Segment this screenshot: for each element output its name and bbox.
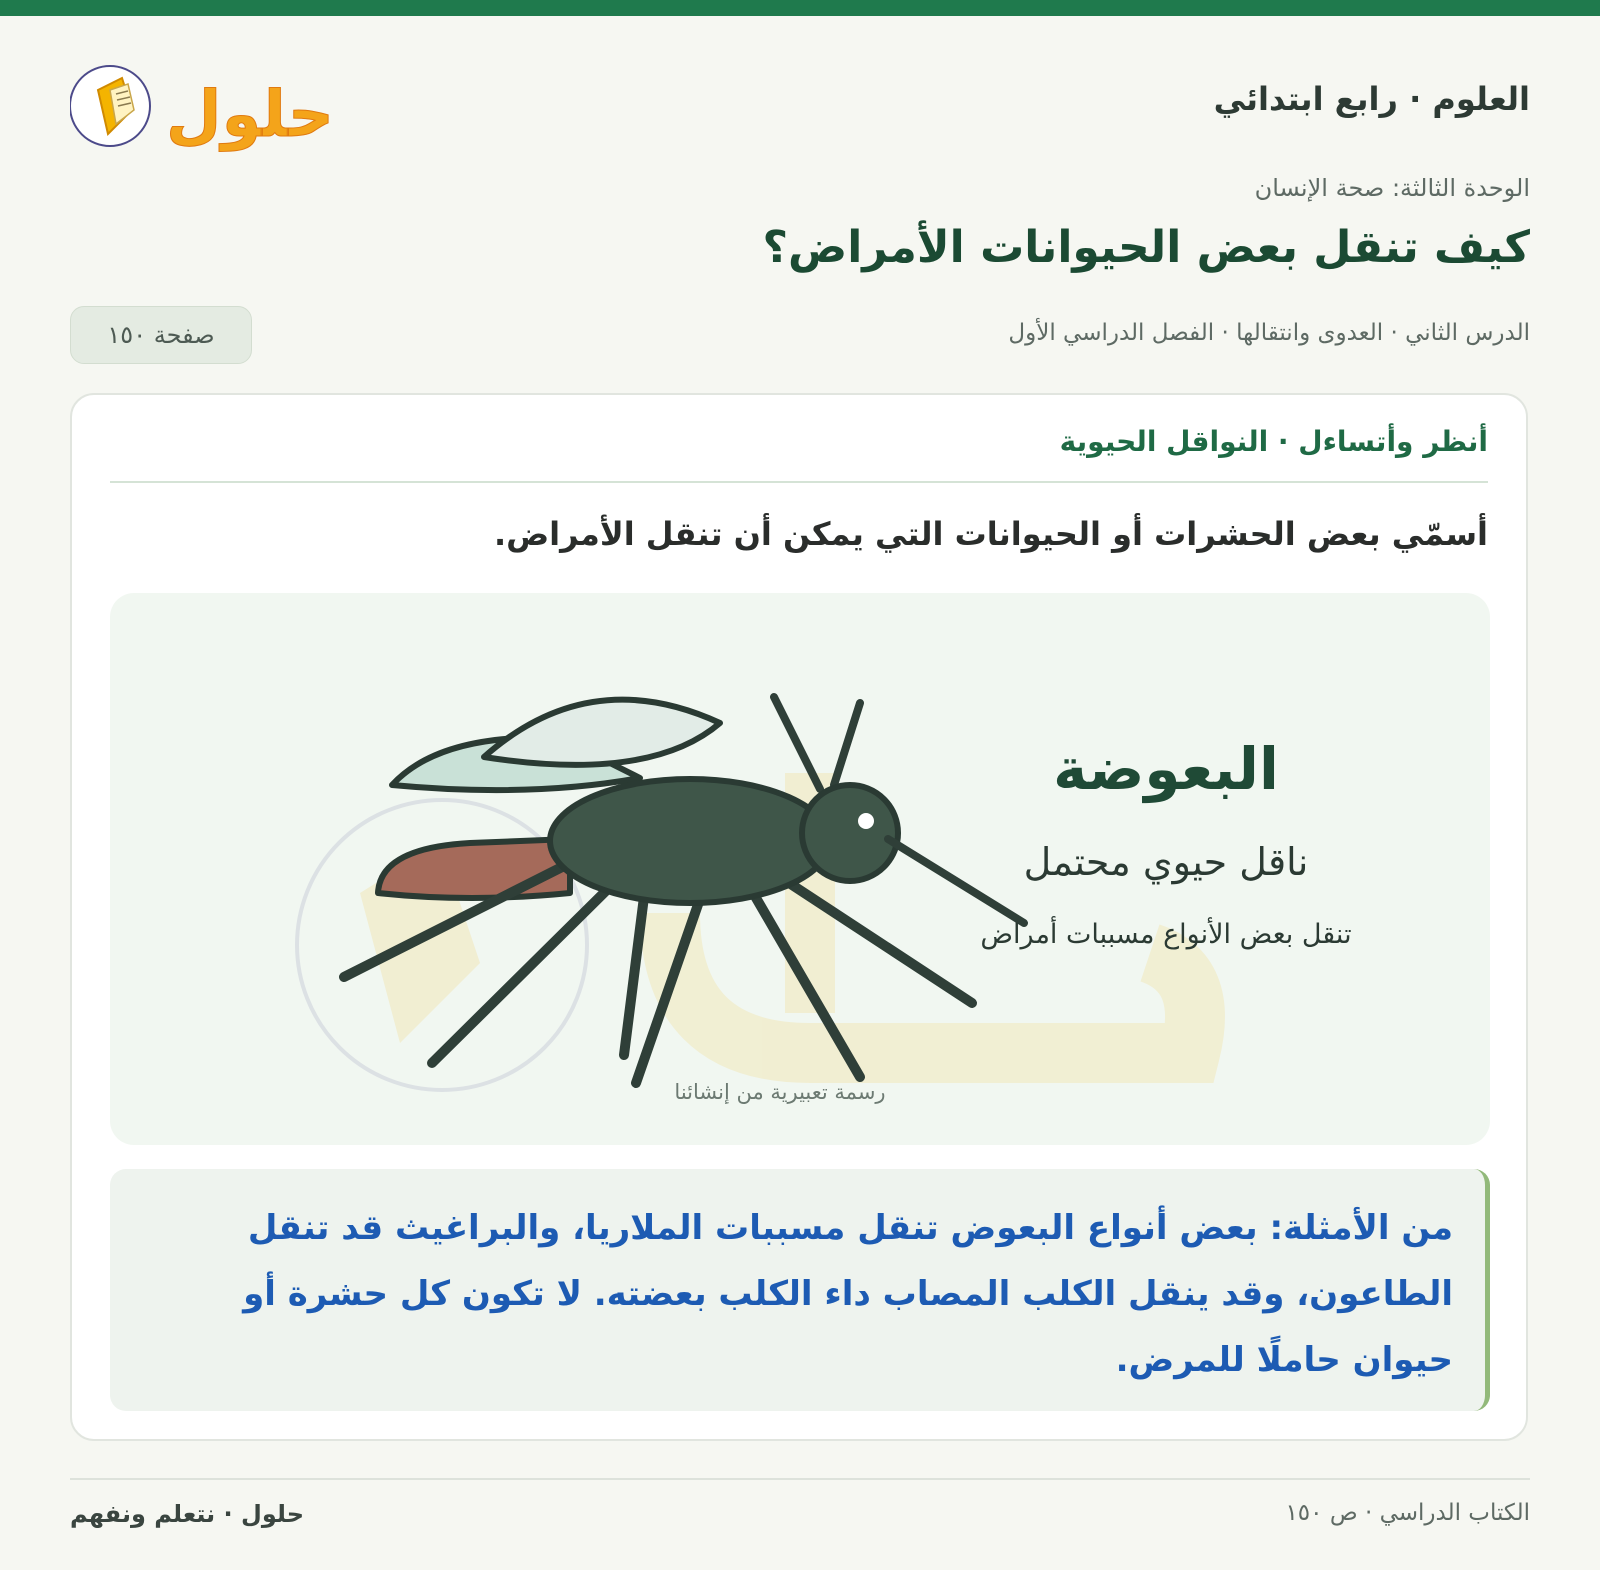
mosquito-eye-icon [858,813,874,829]
page-header [70,60,1530,160]
unit-label: الوحدة الثالثة: صحة الإنسان [1254,174,1530,202]
figure-credit: رسمة تعبيرية من إنشائنا [674,1080,886,1104]
page-title: كيف تنقل بعض الحيوانات الأمراض؟ [762,222,1530,273]
mosquito-illustration [110,593,1490,1145]
lesson-meta: الدرس الثاني · العدوى وانتقالها · الفصل الدراسي الأول [1008,320,1530,346]
mosquito-abdomen [378,839,570,898]
brand-logo[interactable] [70,60,330,160]
content-card [70,393,1528,1441]
figure-name: البعوضة [1053,735,1279,803]
section-divider [110,481,1488,483]
mosquito-proboscis [888,839,1024,923]
page-number-badge: صفحة ١٥٠ [70,306,252,364]
footer-brand[interactable]: حلول · نتعلم ونفهم [70,1500,304,1528]
subject-grade: العلوم · رابع ابتدائي [1213,80,1530,118]
top-accent-bar [0,0,1600,16]
mosquito-head [802,785,898,881]
footer-divider [70,1478,1530,1480]
figure-caption: تنقل بعض الأنواع مسببات أمراض [980,919,1352,950]
svg-text:حلول: حلول [166,78,330,152]
section-heading: أنظر وأتساءل · النواقل الحيوية [1059,425,1488,458]
question-text: أسمّي بعض الحشرات أو الحيوانات التي يمكن أن تنقل الأمراض. [493,515,1488,553]
figure-subtitle: ناقل حيوي محتمل [1023,840,1309,884]
mosquito-figure [110,593,1490,1145]
footer-book-page: الكتاب الدراسي · ص ١٥٠ [1285,1500,1530,1526]
mosquito-thorax [550,779,830,903]
examples-callout: من الأمثلة: بعض أنواع البعوض تنقل مسببات الملاريا، والبراغيث قد تنقل الطاعون، وقد ينقل الكلب المصاب داء الكلب بعضته. لا تكون كل حشرة أو حيوان حاملًا للمرض. [110,1169,1490,1411]
logo-icon [70,60,330,160]
front-wing [484,700,720,765]
